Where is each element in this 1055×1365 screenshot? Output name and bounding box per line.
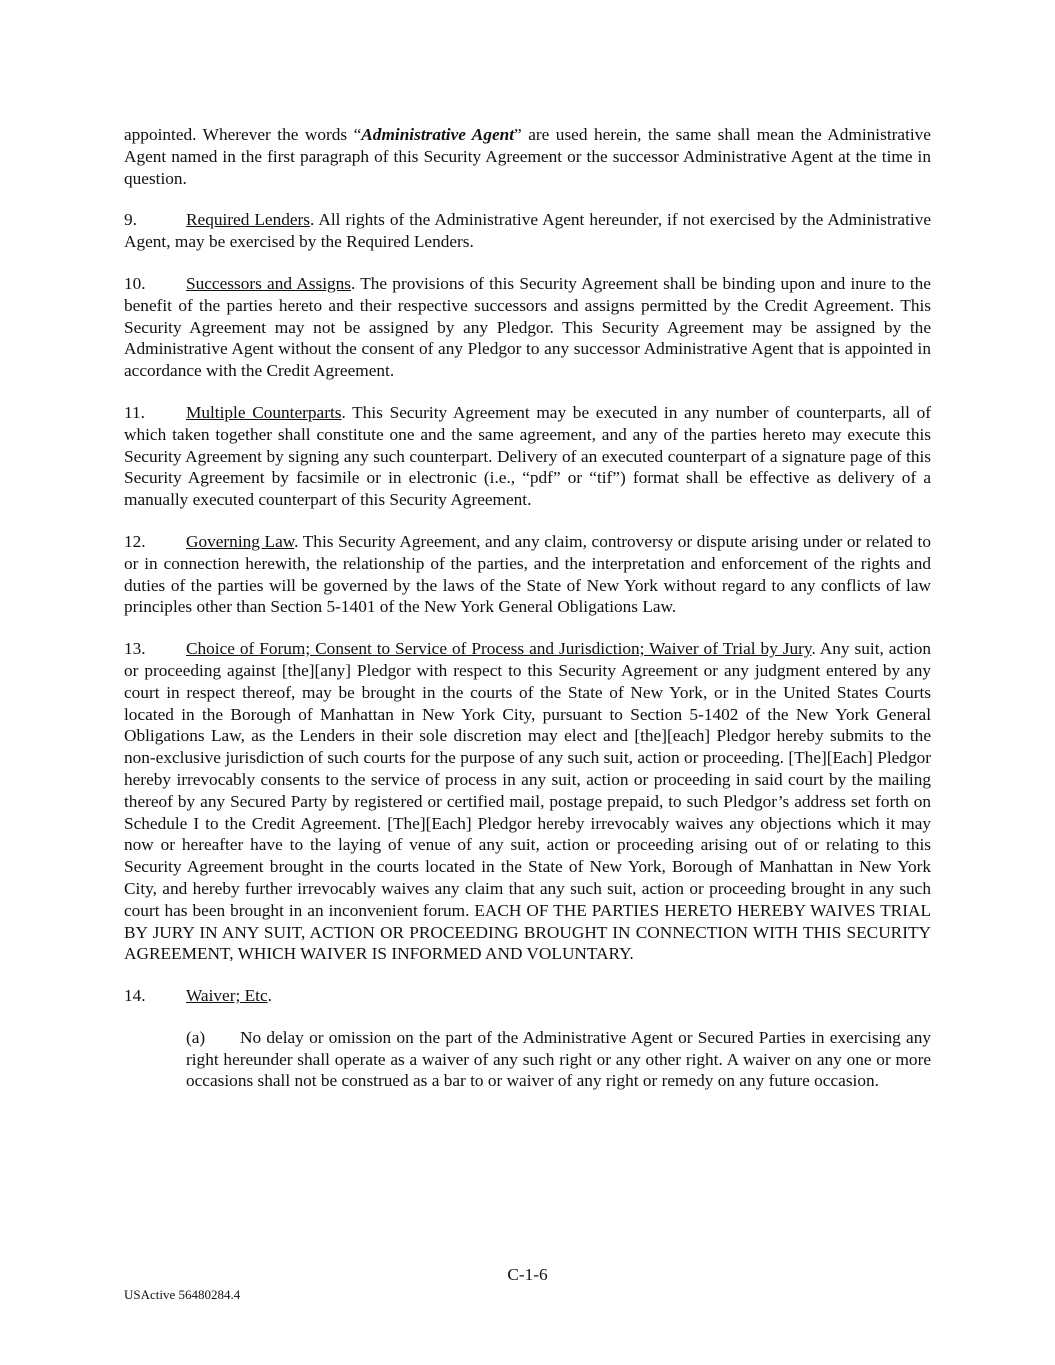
page-number: C-1-6 <box>507 1265 548 1284</box>
section-number: 9. <box>124 210 137 230</box>
document-page <box>124 124 931 1112</box>
defined-term: Administrative Agent <box>361 125 515 144</box>
section-body: . The provisions of this Security Agreement shall be binding upon and inure to the benefit of the parties hereto and their respective successors and assigns permitted by the Credit Agreement. This Security Agreement may not be assigned by any Pledgor. This Security Agreement may be assigned by the Administrative Agent without the consent of any Pledgor to any successor Administrative Agent that is appointed in accordance with the Credit Agreement. <box>124 273 931 381</box>
section-body: . This Security Agreement, and any claim, controversy or dispute arising under or related to or in connection herewith, the relationship of the parties, and the interpretation and enforcement of the rights and duties of the parties will be governed by the laws of the State of New York without regard to any conflicts of law principles other than Section 5-1401 of the New York General Obligations Law. <box>124 531 931 617</box>
section-number: 13. <box>124 639 146 659</box>
section-11 <box>124 402 931 511</box>
section-heading: Waiver; Etc <box>186 986 268 1006</box>
section-number: 10. <box>124 273 146 293</box>
section-13 <box>124 638 931 965</box>
section-heading: Multiple Counterparts <box>186 402 342 422</box>
intro-paragraph: appointed. Wherever the words “Administrative Agent” are used herein, the same shall mean the Administrative Agent named in the first paragraph of this Security Agreement or the successor Administrative Agent at the time in question. <box>124 125 931 188</box>
section-number: 11. <box>124 402 145 422</box>
section-12 <box>124 531 931 618</box>
section-10 <box>124 273 931 382</box>
section-heading: Required Lenders <box>186 210 311 230</box>
section-heading: Choice of Forum; Consent to Service of Process and Jurisdiction; Waiver of Trial by Jury <box>186 639 812 659</box>
subsection-a <box>186 1027 931 1092</box>
document-id: USActive 56480284.4 <box>124 1287 241 1302</box>
section-body: . All rights of the Administrative Agent hereunder, if not exercised by the Administrative Agent, may be exercised by the Required Lenders. <box>124 210 932 252</box>
section-heading: Successors and Assigns <box>186 273 351 293</box>
subsection-body: No delay or omission on the part of the Administrative Agent or Secured Parties in exercising any right hereunder shall operate as a waiver of any such right or any other right. A waiver on any one or more occasions shall not be construed as a bar to or waiver of any right or remedy on any future occasion. <box>186 1027 931 1091</box>
section-body: . <box>267 986 272 1006</box>
section-body: . Any suit, action or proceeding against [the][any] Pledgor with respect to this Security Agreement or any judgment entered by any court in respect thereof, may be brought in the courts of the State of New York, or in the United States Courts located in the Borough of Manhattan in New York City, pursuant to Section 5-1402 of the New York General Obligations Law, as the Lenders in their sole discretion may elect and [the][each] Pledgor hereby submits to the non-exclusive jurisdiction of such courts for the purpose of any such suit, action or proceeding. [The][Each] Pledgor hereby irrevocably consents to the service of process in any suit, action or proceeding in said court by the mailing thereof by any Secured Party by registered or certified mail, postage prepaid, to such Pledgor’s address set forth on Schedule I to the Credit Agreement. [The][Each] Pledgor hereby irrevocably waives any objections which it may now or hereafter have to the laying of venue of any suit, action or proceeding arising out of or relating to this Security Agreement brought in the courts located in the State of New York, Borough of Manhattan in New York City, and hereby further irrevocably waives any claim that any such suit, action or proceeding brought in any such court has been brought in an inconvenient forum. EACH OF THE PARTIES HERETO HEREBY WAIVES TRIAL BY JURY IN ANY SUIT, ACTION OR PROCEEDING BROUGHT IN CONNECTION WITH THIS SECURITY AGREEMENT, WHICH WAIVER IS INFORMED AND VOLUNTARY. <box>124 639 932 964</box>
section-number: 12. <box>124 531 146 551</box>
section-9 <box>124 209 931 253</box>
section-14 <box>124 985 931 1007</box>
subsection-label: (a) <box>186 1027 206 1047</box>
section-heading: Governing Law <box>186 531 295 551</box>
section-body: . This Security Agreement may be executed in any number of counterparts, all of which taken together shall constitute one and the same agreement, and any of the parties hereto may execute this Security Agreement by signing any such counterpart. Delivery of an executed counterpart of a signature page of this Security Agreement by facsimile or in electronic (i.e., “pdf” or “tif”) format shall be effective as delivery of a manually executed counterpart of this Security Agreement. <box>124 402 931 510</box>
section-number: 14. <box>124 986 146 1006</box>
